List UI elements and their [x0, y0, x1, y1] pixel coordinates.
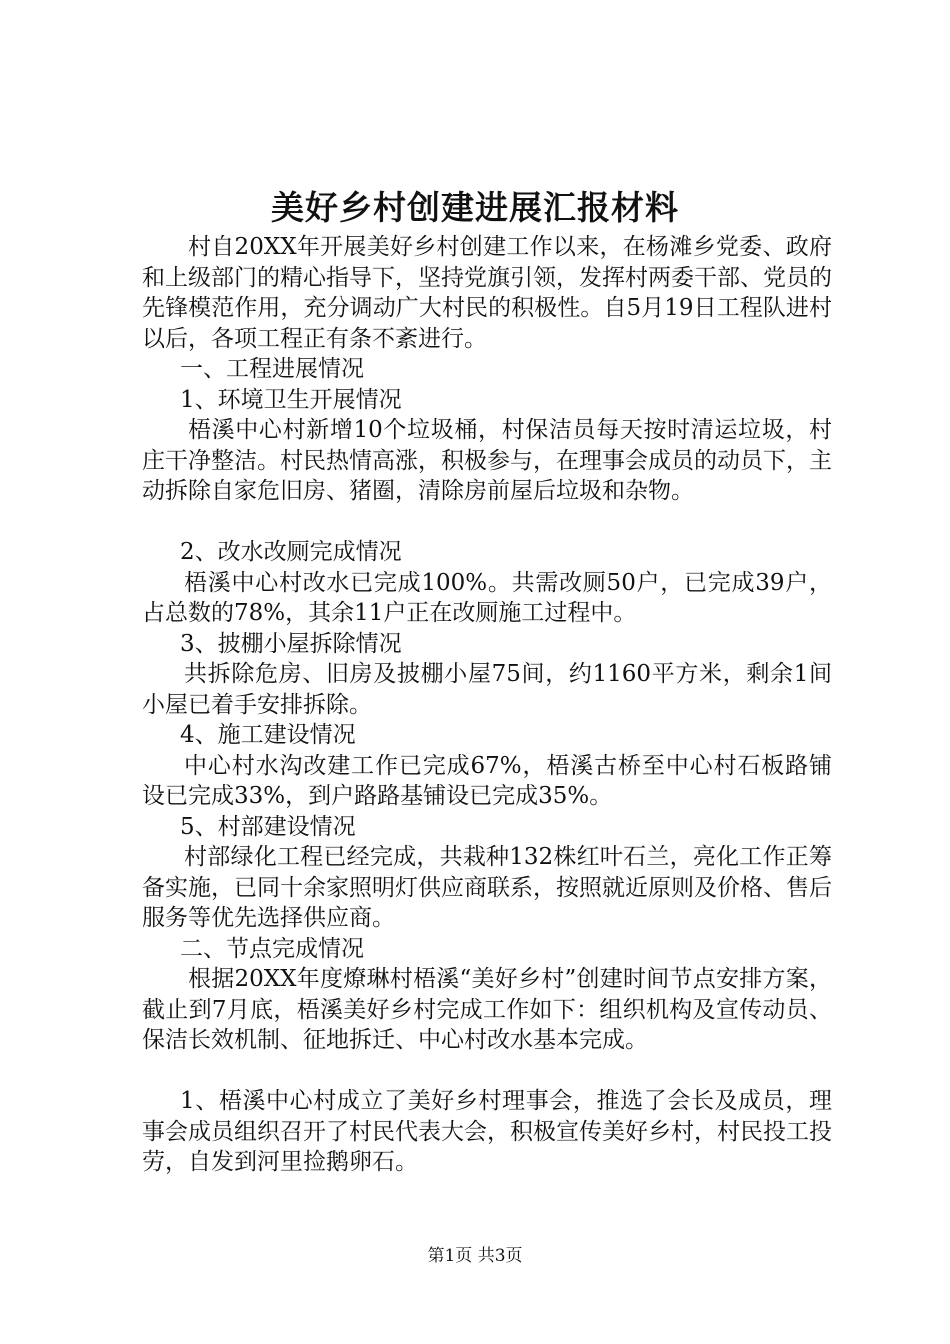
milestone-item-1: 1、梧溪中心村成立了美好乡村理事会，推选了会长及成员，理事会成员组织召开了村民代表大会，积极宣传美好乡村，村民投工投劳，自发到河里捡鹅卵石。: [142, 1088, 832, 1175]
document-body: [142, 232, 832, 1178]
intro-paragraph: 村自20XX年开展美好乡村创建工作以来，在杨滩乡党委、政府和上级部门的精心指导下，坚持党旗引领，发挥村两委干部、党员的先锋模范作用，充分调动广大村民的积极性。自5月19日工程队进村以后，各项工程正有条不紊进行。: [142, 234, 832, 352]
sanitation-paragraph: 梧溪中心村新增10个垃圾桶，村保洁员每天按时清运垃圾，村庄干净整洁。村民热情高涨，积极参与，在理事会成员的动员下，主动拆除自家危旧房、猪圈，清除房前屋后垃圾和杂物。: [142, 417, 832, 504]
village-office-paragraph: 村部绿化工程已经完成，共栽种132株红叶石兰，亮化工作正筹备实施，已同十余家照明灯供应商联系，按照就近原则及价格、售后服务等优先选择供应商。: [142, 844, 832, 931]
demolition-paragraph: 共拆除危房、旧房及披棚小屋75间，约1160平方米，剩余1间小屋已着手安排拆除。: [142, 661, 832, 718]
document-title: 美好乡村创建进展汇报材料: [271, 188, 679, 227]
milestones-paragraph: 根据20XX年度燎琳村梧溪“美好乡村”创建时间节点安排方案，截止到7月底，梧溪美好乡村完成工作如下：组织机构及宣传动员、保洁长效机制、征地拆迁、中心村改水基本完成。: [142, 966, 832, 1053]
section-heading-progress: 一、工程进展情况: [180, 356, 364, 382]
subsection-heading-village-office: 5、村部建设情况: [180, 813, 356, 840]
section-heading-milestones: 二、节点完成情况: [180, 935, 364, 962]
subsection-heading-water-toilet: 2、改水改厕完成情况: [180, 539, 402, 565]
subsection-heading-sanitation: 1、环境卫生开展情况: [180, 386, 402, 413]
construction-paragraph: 中心村水沟改建工作已完成67%，梧溪古桥至中心村石板路铺设已完成33%，到户路路基铺设已完成35%。: [142, 752, 832, 809]
water-toilet-paragraph: 梧溪中心村改水已完成100%。共需改厕50户，已完成39户，占总数的78%，其余11户正在改厕施工过程中。: [142, 569, 832, 626]
paragraph-spacer: [142, 507, 832, 538]
subsection-heading-construction: 4、施工建设情况: [180, 722, 356, 748]
page-number-footer: 第1页 共3页: [427, 1246, 523, 1266]
paragraph-spacer: [142, 1056, 832, 1087]
subsection-heading-demolition: 3、披棚小屋拆除情况: [180, 630, 402, 657]
